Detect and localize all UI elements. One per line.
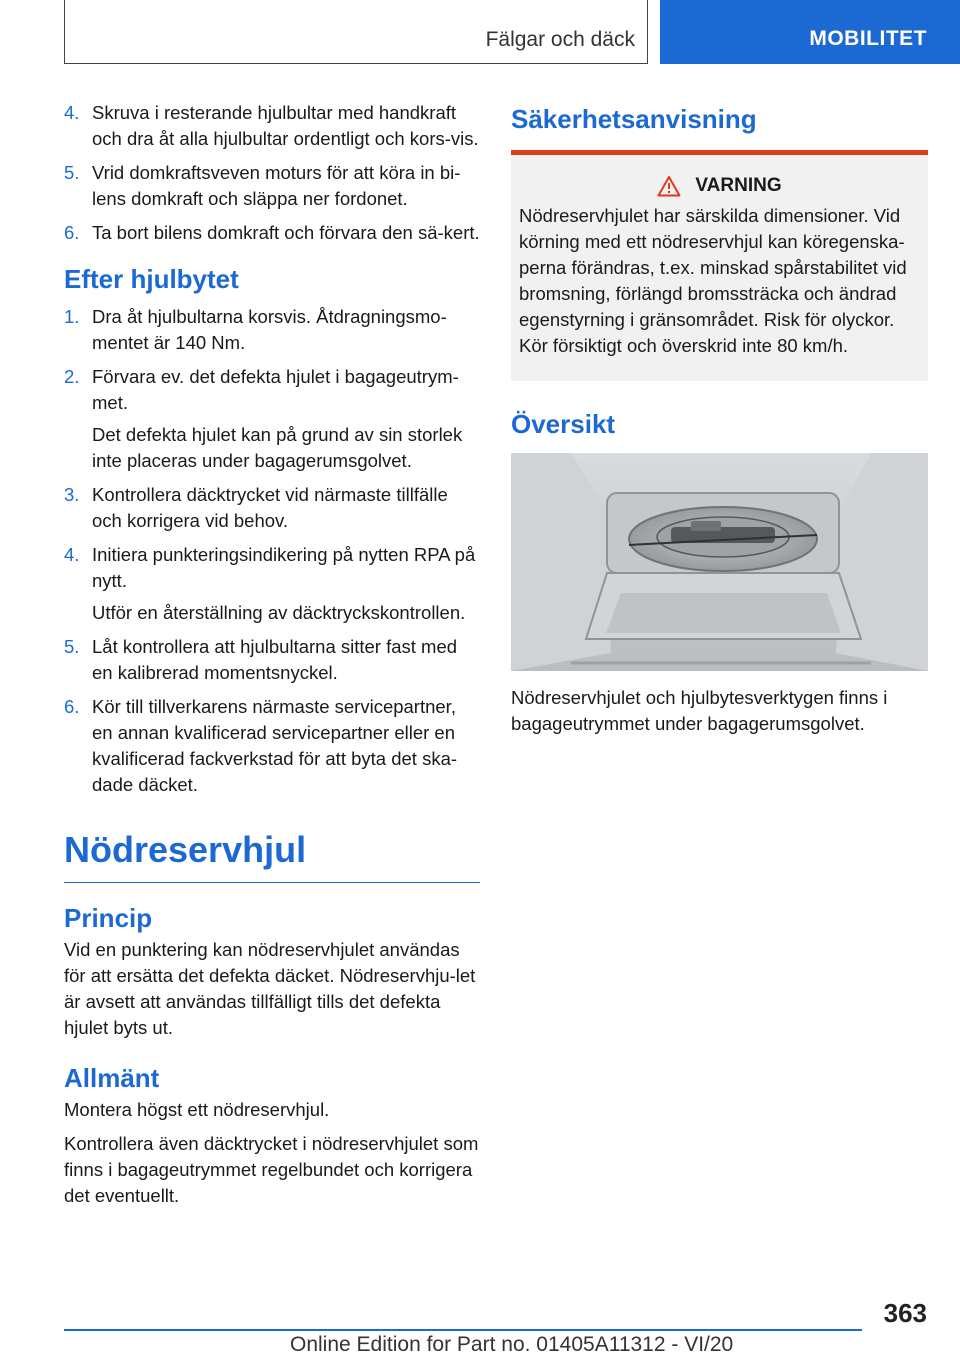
step-number: 3. xyxy=(64,484,80,505)
step-text: Låt kontrollera att hjulbultarna sitter fast med en kalibrerad momentsnyckel. xyxy=(92,636,458,683)
step-number: 5. xyxy=(64,636,80,657)
figure-caption: Nödreservhjulet och hjulbytesverktygen finns i bagageutrymmet under bagagerumsgolvet. xyxy=(511,687,888,734)
steps-list-b xyxy=(64,304,480,798)
warning-header xyxy=(519,175,920,197)
step-number: 2. xyxy=(64,366,80,387)
step-subtext: Utför en återställning av däcktryckskontrollen. xyxy=(92,602,466,623)
footer-divider xyxy=(64,1329,862,1331)
step-text: Kontrollera däcktrycket vid närmaste tillfälle och korrigera vid behov. xyxy=(92,484,448,531)
general-text-2: Kontrollera även däcktrycket i nödreservhjulet som finns i bagageutrymmet regelbundet och korrigera det eventuellt. xyxy=(64,1133,479,1206)
step-text-block xyxy=(92,364,480,474)
warning-label: VARNING xyxy=(695,175,782,196)
trunk-spare-wheel-illustration xyxy=(511,453,928,671)
step-text-block xyxy=(92,304,480,356)
step-number: 6. xyxy=(64,222,80,243)
list-item xyxy=(64,304,480,356)
step-text-block xyxy=(92,482,480,534)
step-text: Vrid domkraftsveven moturs för att köra in bi-lens domkraft och släppa ner fordonet. xyxy=(92,162,461,209)
step-text: Initiera punkteringsindikering på nytten RPA på nytt. xyxy=(92,544,476,591)
step-text: Kör till tillverkarens närmaste servicepartner, en annan kvalificerad servicepartner eller en kvalificerad fackverkstad för att byta det ska-dade däcket. xyxy=(92,696,458,795)
step-text-block xyxy=(92,160,480,212)
warning-text: Nödreservhjulet har särskilda dimensioner. Vid körning med ett nödreservhjul kan köregenska-perna förändras, t.ex. minskad spårstabilitet vid bromsning, förlängd bromssträcka och ändrad egenstyrning i gränsområdet. Risk för olyckor. Kör försiktigt och överskrid inte 80 km/h. xyxy=(519,205,907,356)
list-item xyxy=(64,542,480,626)
principle-heading: Princip xyxy=(64,903,153,933)
step-text-block xyxy=(92,634,480,686)
steps-list-a xyxy=(64,100,480,246)
page-number: 363 xyxy=(883,1298,927,1328)
step-text-block xyxy=(92,694,480,798)
step-text-block xyxy=(92,100,480,152)
header-section-box xyxy=(64,0,648,64)
warning-box xyxy=(511,150,928,381)
left-column xyxy=(64,100,480,1217)
step-number: 4. xyxy=(64,544,80,565)
step-number: 1. xyxy=(64,306,80,327)
list-item xyxy=(64,220,480,246)
step-text: Förvara ev. det defekta hjulet i bagageutrym-met. xyxy=(92,366,459,413)
header-section-title: Fälgar och däck xyxy=(485,28,635,51)
step-subtext: Det defekta hjulet kan på grund av sin storlek inte placeras under bagagerumsgolvet. xyxy=(92,424,463,471)
step-text-block xyxy=(92,220,480,246)
general-text-1: Montera högst ett nödreservhjul. xyxy=(64,1099,330,1120)
overview-heading: Översikt xyxy=(511,409,616,439)
principle-text: Vid en punktering kan nödreservhjulet användas för att ersätta det defekta däcket. Nödreservhju-let är avsett att användas tillfälligt tills det defekta hjulet byts ut. xyxy=(64,939,476,1038)
safety-heading: Säkerhetsanvisning xyxy=(511,104,757,134)
step-number: 4. xyxy=(64,102,80,123)
list-item xyxy=(64,160,480,212)
right-column xyxy=(511,100,928,745)
header-chapter-title: MOBILITET xyxy=(809,27,927,50)
step-text: Dra åt hjulbultarna korsvis. Åtdragningsmo-mentet är 140 Nm. xyxy=(92,306,447,353)
list-item xyxy=(64,694,480,798)
step-number: 5. xyxy=(64,162,80,183)
header-chapter-tab[interactable] xyxy=(660,0,960,64)
step-number: 6. xyxy=(64,696,80,717)
list-item xyxy=(64,482,480,534)
list-item xyxy=(64,634,480,686)
list-item xyxy=(64,100,480,152)
list-item xyxy=(64,364,480,474)
step-text-block xyxy=(92,542,480,626)
step-text: Ta bort bilens domkraft och förvara den sä-kert. xyxy=(92,222,480,243)
main-title: Nödreservhjul xyxy=(64,826,480,883)
general-heading: Allmänt xyxy=(64,1063,160,1093)
step-text: Skruva i resterande hjulbultar med handkraft och dra åt alla hjulbultar ordentligt och kors-vis. xyxy=(92,102,479,149)
warning-triangle-icon xyxy=(657,175,681,197)
footer-edition-text: Online Edition for Part no. 01405A11312 - VI/20 xyxy=(290,1333,734,1356)
after-change-heading: Efter hjulbytet xyxy=(64,264,239,294)
